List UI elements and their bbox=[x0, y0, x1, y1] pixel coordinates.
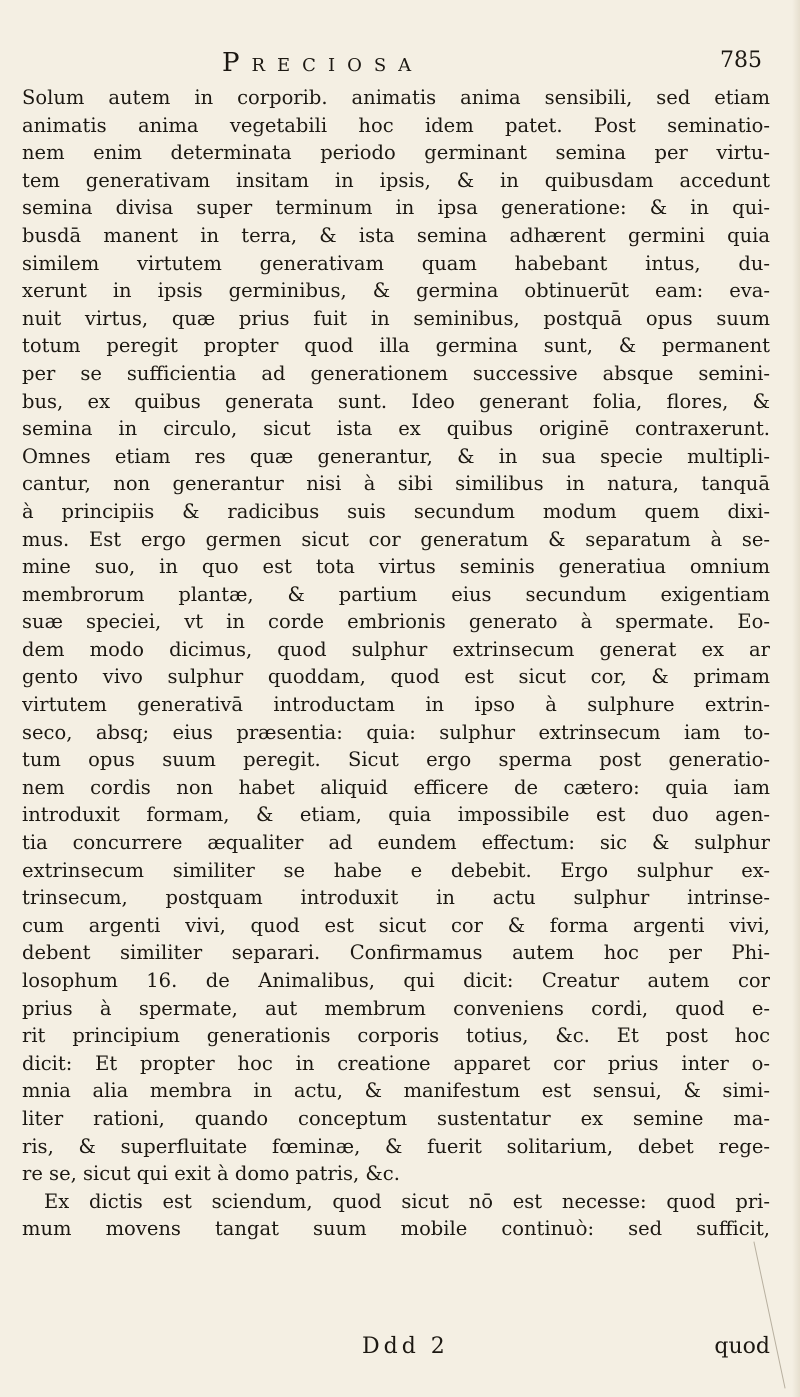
signature-mark: Ddd 2 bbox=[362, 1334, 449, 1359]
text-line: ris, & superfluitate fœminæ, & fuerit solitarium, debet rege- bbox=[22, 1134, 770, 1158]
text-line: mine suo, in quo est tota virtus seminis generatiua omnium bbox=[22, 555, 770, 579]
catchword: quod bbox=[714, 1334, 770, 1359]
book-page bbox=[22, 0, 782, 1397]
text-line: dicit: Et propter hoc in creatione apparet cor prius inter o- bbox=[22, 1051, 770, 1075]
page-footer bbox=[22, 1334, 770, 1364]
text-line: debent similiter separari. Confirmamus autem hoc per Phi- bbox=[22, 941, 770, 965]
text-line: mnia alia membra in actu, & manifestum est sensui, & simi- bbox=[22, 1079, 770, 1103]
text-line: virtutem generativā introductam in ipso à sulphure extrin- bbox=[22, 693, 770, 717]
text-line: à principiis & radicibus suis secundum modum quem dixi- bbox=[22, 499, 770, 523]
text-line: liter rationi, quando conceptum sustentatur ex semine ma- bbox=[22, 1106, 770, 1130]
text-line: bus, ex quibus generata sunt. Ideo generant folia, flores, & bbox=[22, 389, 770, 413]
text-line: semina divisa super terminum in ipsa generatione: & in qui- bbox=[22, 196, 770, 220]
running-title: Preciosa bbox=[222, 48, 424, 78]
text-line: busdā manent in terra, & ista semina adhærent germini quia bbox=[22, 223, 770, 247]
text-line: similem virtutem generativam quam habebant intus, du- bbox=[22, 251, 770, 275]
text-line: per se sufficientia ad generationem successive absque semini- bbox=[22, 361, 770, 385]
text-line: cum argenti vivi, quod est sicut cor & forma argenti vivi, bbox=[22, 913, 770, 937]
text-line: trinsecum, postquam introduxit in actu sulphur intrinse- bbox=[22, 886, 770, 910]
text-line: xerunt in ipsis germinibus, & germina obtinuerūt eam: eva- bbox=[22, 279, 770, 303]
text-line: animatis anima vegetabili hoc idem patet. Post seminatio- bbox=[22, 113, 770, 137]
text-line: tem generativam insitam in ipsis, & in quibusdam accedunt bbox=[22, 168, 770, 192]
text-line: rit principium generationis corporis totius, &c. Et post hoc bbox=[22, 1024, 770, 1048]
text-line: gento vivo sulphur quoddam, quod est sicut cor, & primam bbox=[22, 665, 770, 689]
text-line: Solum autem in corporib. animatis anima sensibili, sed etiam bbox=[22, 86, 770, 109]
text-line: nuit virtus, quæ prius fuit in seminibus, postquā opus suum bbox=[22, 306, 770, 330]
text-line: semina in circulo, sicut ista ex quibus originē contraxerunt. bbox=[22, 417, 770, 441]
text-line: mus. Est ergo germen sicut cor generatum & separatum à se- bbox=[22, 527, 770, 551]
page-number: 785 bbox=[720, 48, 762, 73]
text-line: membrorum plantæ, & partium eius secundum exigentiam bbox=[22, 582, 770, 606]
text-line: re se, sicut qui exit à domo patris, &c. bbox=[22, 1162, 400, 1186]
running-head bbox=[22, 48, 762, 78]
page-edge-shadow bbox=[792, 0, 800, 1397]
text-line: losophum 16. de Animalibus, qui dicit: Creatur autem cor bbox=[22, 969, 770, 992]
text-line: dem modo dicimus, quod sulphur extrinsecum generat ex ar bbox=[22, 637, 770, 661]
text-line: nem cordis non habet aliquid efficere de cætero: quia iam bbox=[22, 775, 770, 799]
text-line: totum peregit propter quod illa germina sunt, & permanent bbox=[22, 334, 770, 358]
text-line: nem enim determinata periodo germinant semina per virtu- bbox=[22, 141, 770, 165]
text-line: mum movens tangat suum mobile continuò: sed sufficit, bbox=[22, 1217, 770, 1241]
text-line: suæ speciei, vt in corde embrionis generato à spermate. Eo- bbox=[22, 610, 770, 634]
body-text bbox=[22, 84, 770, 1243]
text-line: tum opus suum peregit. Sicut ergo sperma post generatio- bbox=[22, 748, 770, 772]
text-line: Omnes etiam res quæ generantur, & in sua specie multipli- bbox=[22, 444, 770, 468]
text-line: seco, absq; eius præsentia: quia: sulphur extrinsecum iam to- bbox=[22, 720, 770, 744]
text-line: tia concurrere æqualiter ad eundem effectum: sic & sulphur bbox=[22, 831, 770, 855]
text-line: cantur, non generantur nisi à sibi similibus in natura, tanquā bbox=[22, 472, 770, 496]
text-line: introduxit formam, & etiam, quia impossibile est duo agen- bbox=[22, 803, 770, 827]
text-line: Ex dictis est sciendum, quod sicut nō est necesse: quod pri- bbox=[44, 1189, 770, 1213]
text-line: extrinsecum similiter se habe e debebit. Ergo sulphur ex- bbox=[22, 858, 770, 882]
text-line: prius à spermate, aut membrum conveniens cordi, quod e- bbox=[22, 996, 770, 1020]
